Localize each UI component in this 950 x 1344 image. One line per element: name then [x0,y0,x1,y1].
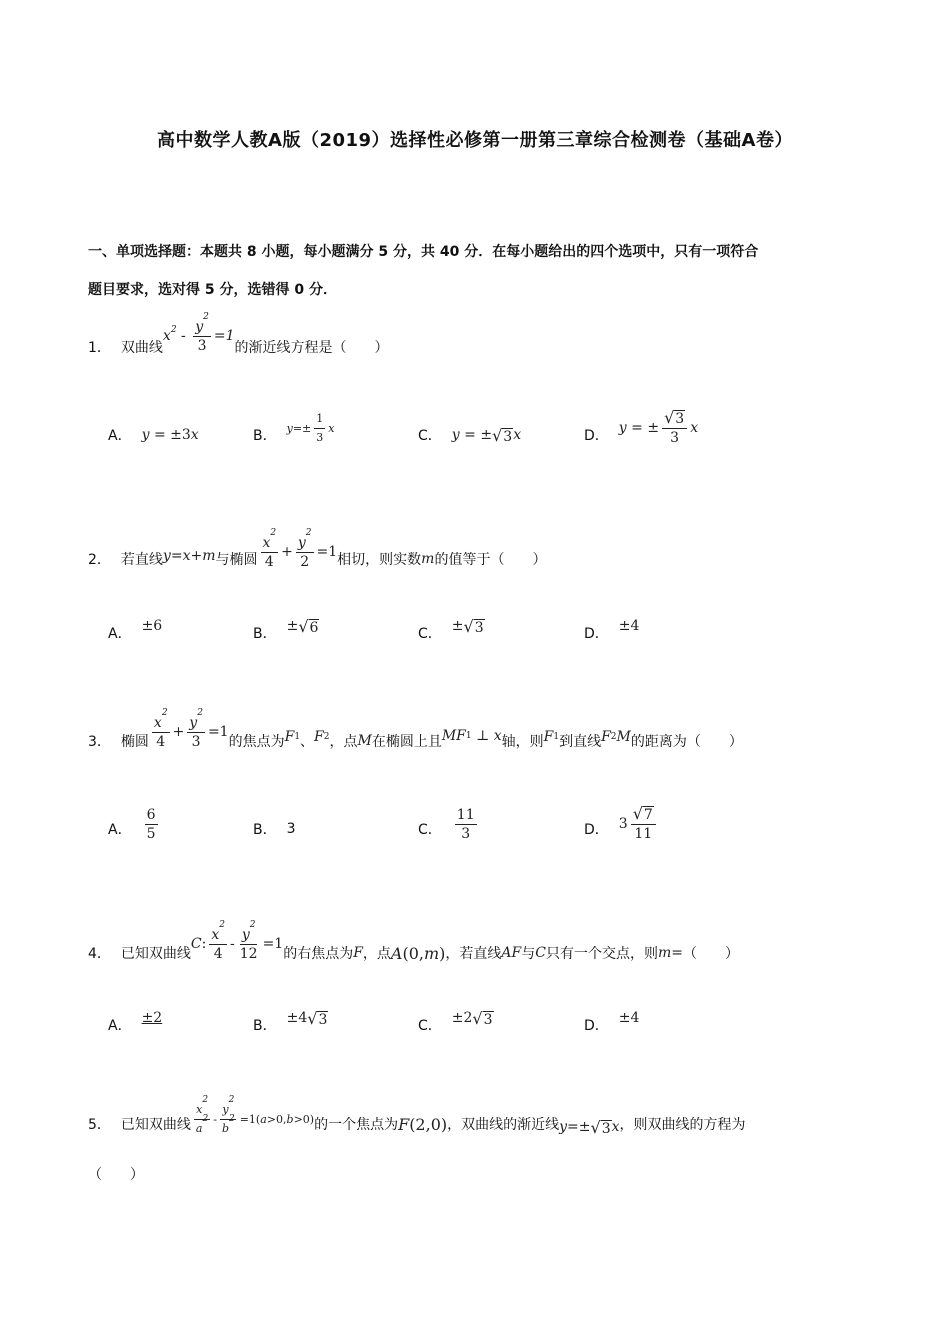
option-math: ±2 √ 3 [451,1008,493,1028]
question-text: ，若直线 [445,946,502,962]
question-text: 双曲线 [120,340,163,356]
question-text: 、 [300,734,315,750]
section-heading-line1: 一、单项选择题：本题共 8 小题，每小题满分 5 分，共 40 分．在每小题给出的四个选项中，只有一项符合 [88,244,759,260]
question-text: 只有一个交点，则 [545,946,658,962]
question-number: 5． [88,1117,111,1133]
question-5-answer-blank [88,1162,878,1186]
option-math: ± √ 6 [286,616,319,636]
option-math: ±4 [618,618,640,634]
line-equation: y = x + m [162,548,216,564]
question-text: 轴，则 [501,734,544,750]
option-math: ±2 [141,1010,163,1026]
question-text: 椭圆 [120,734,149,750]
option-math: y =± $\frac{1}{3}$ x [286,411,335,444]
option-math: ± √ 3 [451,616,484,636]
question-text: ，双曲线的渐近线 [447,1117,560,1133]
option-b[interactable]: B． y =± $\frac{1}{3}$ x [253,410,334,460]
point-m: M [357,733,372,749]
question-4-options [108,1000,868,1050]
option-b[interactable]: B． ± √ 6 [253,616,319,642]
option-text: 3 [286,821,296,837]
question-5 [88,1096,878,1152]
question-text: ，点 [329,734,358,750]
perpendicular-condition: MF 1 ⊥ x [441,728,502,744]
question-2 [88,524,878,594]
option-math: y = ± √ 3 3 x [618,408,699,446]
ellipse-equation: $\frac{x^2}{4}$ + $\frac{y^2}{2}$ =1 [262,527,338,570]
question-number: 4． [88,946,111,962]
question-text: 的右焦点为 [283,946,354,962]
page-title: 高中数学人教A版（2019）选择性必修第一册第三章综合检测卷（基础A卷） [157,130,793,151]
hyperbola-equation: C : $\frac{x^2}{4}$ - $\frac{y^2}{12}$ =1 [190,919,284,962]
option-a[interactable]: A． y = ±3 x [108,427,199,444]
question-text: 已知双曲线 [120,1117,191,1133]
option-math: 3 √ 7 11 [619,805,659,843]
question-3-options [108,796,868,846]
question-text: 与椭圆 [215,552,258,568]
question-number: 1． [88,340,111,356]
question-1-options [108,410,868,460]
question-text: （ ） [682,946,739,962]
option-a[interactable]: A． ±2 [108,1010,163,1034]
curve-c: C [535,945,546,961]
focus-f2: F 2 [314,729,330,745]
question-text: 若直线 [120,552,163,568]
point-a: A (0, m ) [390,943,446,963]
question-text: 与 [521,946,536,962]
option-a[interactable]: A． $\frac{6}{5}$ [108,804,161,854]
asymptote-equation: y =± √ 3 x [559,1117,620,1137]
question-text: ，则双曲线的方程为 [619,1117,746,1133]
question-text: 的渐近线方程是（ ） [234,340,389,356]
ellipse-equation: $\frac{x^2}{4}$ + $\frac{y^2}{3}$ =1 [153,707,229,750]
option-d[interactable]: D． ±4 [584,1010,640,1034]
hyperbola-equation: x $^2$ - $\frac{y^2}{3}$ =1 [162,311,235,354]
line-f2m: F 2 M [601,729,631,745]
option-math: ±4 √ 3 [286,1008,328,1028]
option-math: $\frac{6}{5}$ [146,806,156,842]
option-a[interactable]: A． ±6 [108,618,163,642]
answer-parentheses: （ ） [88,1167,144,1183]
question-1 [88,311,878,372]
option-c[interactable]: C． $\frac{11}{3}$ [418,804,480,854]
question-text: 到直线 [559,734,602,750]
line-af: AF [501,945,522,961]
option-math: y = ± √ 3 x [451,425,522,445]
section-heading-line2: 题目要求，选对得 5 分，选错得 0 分． [88,282,337,298]
focus-f: F [353,945,363,961]
question-number: 3． [88,734,111,750]
option-d[interactable]: D． 3 √ 7 11 [584,804,659,854]
option-math: $\frac{11}{3}$ [456,806,475,842]
option-math: y = ±3 x [141,427,199,443]
question-2-options [108,608,868,658]
question-text: 的距离为（ ） [630,734,743,750]
question-text: 已知双曲线 [120,946,191,962]
option-c[interactable]: C． y = ± √ 3 x [418,425,522,445]
option-b[interactable]: B． ±4 √ 3 [253,1008,328,1034]
focus-f1: F 1 [543,729,560,745]
option-math: ±4 [618,1010,640,1026]
question-text: 的焦点为 [228,734,285,750]
focus-f1: F 1 [284,729,301,745]
variable-m: m [421,551,435,567]
option-c[interactable]: C． ±2 √ 3 [418,1008,493,1034]
question-text: 的一个焦点为 [314,1117,399,1133]
option-math: ±6 [141,618,163,634]
question-text: ，点 [362,946,391,962]
variable-m: m = [657,945,683,961]
question-text: 相切，则实数 [337,552,422,568]
option-d[interactable]: D． y = ± √ 3 3 x [584,408,699,446]
hyperbola-equation: $\frac{x^2}{a^2}$ - $\frac{y^2}{b^2}$ =1( a >0, b >0) [195,1094,315,1135]
question-4 [88,918,878,988]
question-3 [88,706,878,776]
option-b[interactable]: B． 3 [253,821,296,838]
question-text: 的值等于（ ） [434,552,547,568]
question-text: 在椭圆上且 [371,734,442,750]
question-number: 2． [88,552,111,568]
option-c[interactable]: C． ± √ 3 [418,616,484,642]
focus-f: F (2,0) [398,1114,448,1134]
option-d[interactable]: D． ±4 [584,618,640,642]
